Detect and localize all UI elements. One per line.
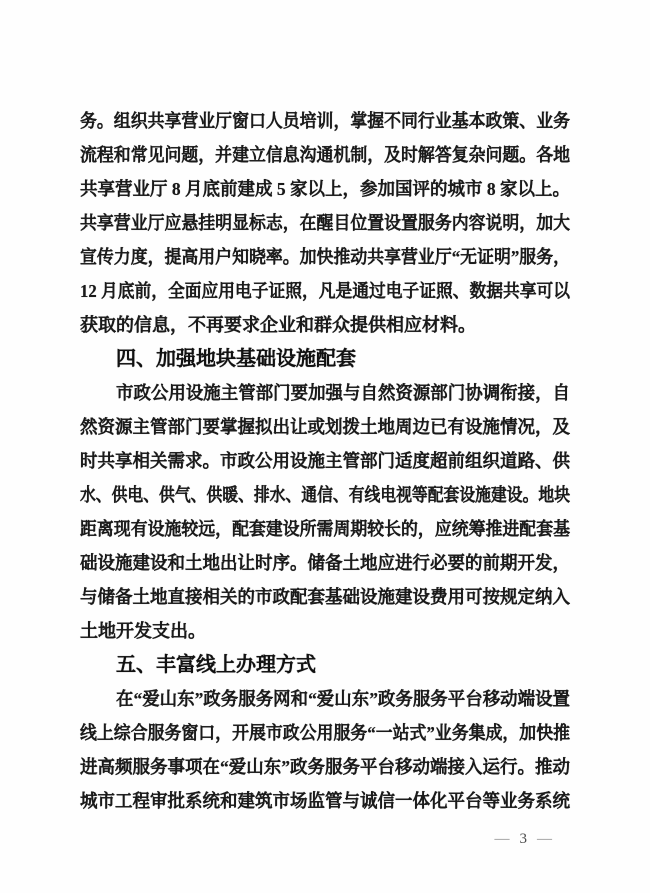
text-line: 流程和常见问题，并建立信息沟通机制，及时解答复杂问题。各地	[80, 145, 570, 165]
text-line: 12 月底前，全面应用电子证照，凡是通过电子证照、数据共享可以	[80, 281, 570, 301]
text-line: 与储备土地直接相关的市政配套基础设施建设费用可按规定纳入	[80, 587, 570, 607]
text-line: 时共享相关需求。市政公用设施主管部门适度超前组织道路、供	[80, 451, 570, 471]
section-heading-5: 五、丰富线上办理方式	[116, 654, 316, 676]
text-line: 进高频服务事项在“爱山东”政务服务平台移动端接入运行。推动	[80, 757, 570, 777]
text-line: 距离现有设施较远，配套建设所需周期较长的，应统筹推进配套基	[80, 519, 570, 539]
section-heading-4: 四、加强地块基础设施配套	[116, 348, 356, 370]
text-line-paragraph-start: 市政公用设施主管部门要加强与自然资源部门协调衔接，自	[116, 383, 570, 403]
text-line-paragraph-start: 在“爱山东”政务服务网和“爱山东”政务服务平台移动端设置	[116, 689, 570, 709]
text-line-paragraph-end: 获取的信息，不再要求企业和群众提供相应材料。	[80, 315, 476, 335]
text-line: 线上综合服务窗口，开展市政公用服务“一站式”业务集成，加快推	[80, 723, 570, 743]
text-line: 水、供电、供气、供暖、排水、通信、有线电视等配套设施建设。地块	[80, 485, 570, 505]
text-line: 务。组织共享营业厅窗口人员培训，掌握不同行业基本政策、业务	[80, 111, 570, 131]
page-number-dash-right: —	[537, 831, 552, 847]
page-number	[495, 829, 553, 849]
page-number-dash-left: —	[494, 831, 510, 847]
text-line: 宣传力度，提高用户知晓率。加快推动共享营业厅“无证明”服务，	[80, 247, 570, 267]
text-line: 共享营业厅应悬挂明显标志，在醒目位置设置服务内容说明，加大	[80, 213, 570, 233]
document-body	[80, 104, 570, 818]
text-line: 础设施建设和土地出让时序。储备土地应进行必要的前期开发，	[80, 553, 570, 573]
text-line: 共享营业厅 8 月底前建成 5 家以上，参加国评的城市 8 家以上。	[80, 179, 570, 199]
text-line: 城市工程审批系统和建筑市场监管与诚信一体化平台等业务系统	[80, 791, 570, 811]
page-number-value: 3	[519, 831, 527, 847]
text-line: 然资源主管部门要掌握拟出让或划拨土地周边已有设施情况，及	[80, 417, 570, 437]
text-line-paragraph-end: 土地开发支出。	[80, 621, 206, 641]
